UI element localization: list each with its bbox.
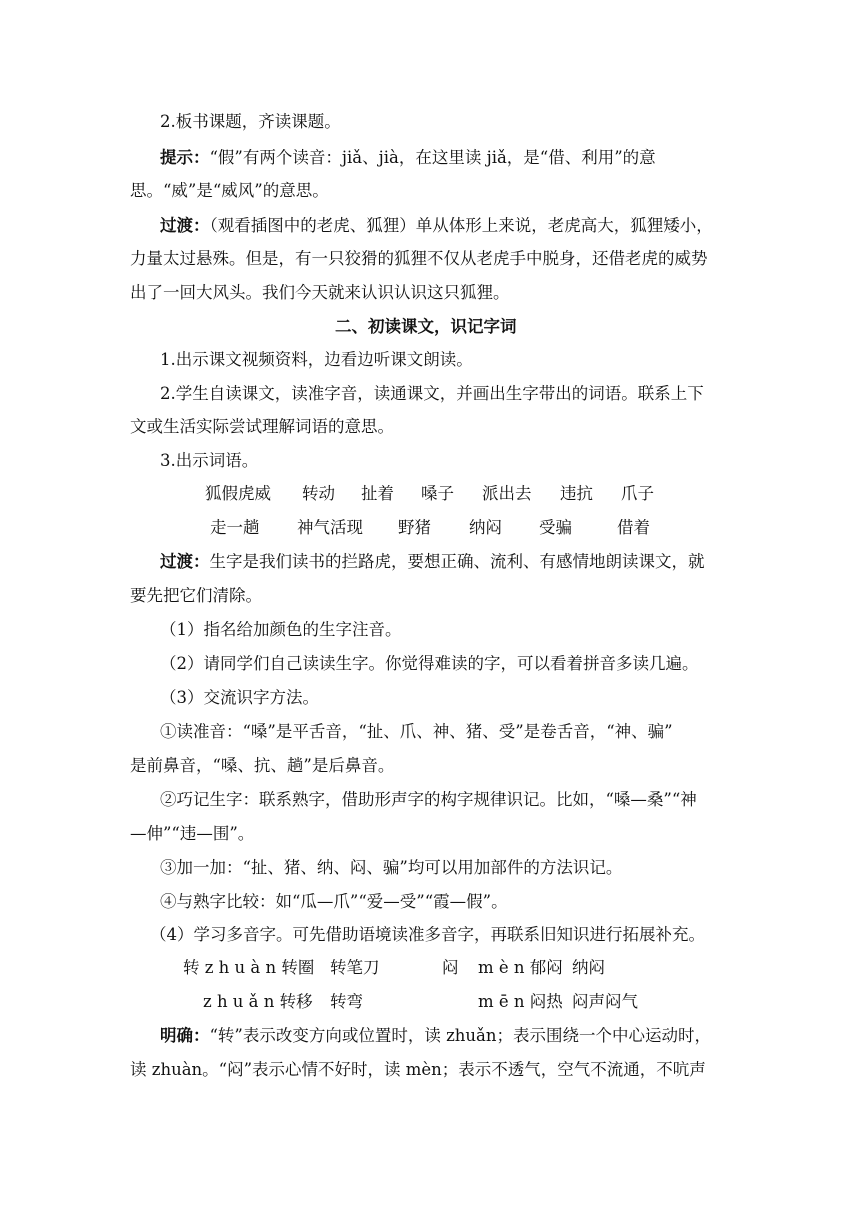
paragraph-line: （4）学习多音字。可先借助语境读准多音字，再联系旧知识进行拓展补充。 [150,925,705,944]
paragraph-line: 出了一回大风头。我们今天就来认识认识这只狐狸。 [130,283,510,302]
hint-text: “假”有两个读音：jiǎ、jià，在这里读 jiǎ，是“借、利用”的意 [209,148,656,167]
hint-paragraph [160,148,656,168]
vocab-word: 受骗 [539,518,572,537]
polyphone-entry: 转 z h u à n 转圈 [183,958,315,977]
vocab-word: 狐假虎威 [205,484,271,503]
paragraph-line: ②巧记生字：联系熟字，借助形声字的构字规律识记。比如，“嗓—桑”“神 [160,790,697,809]
polyphone-entry: 纳闷 [572,958,605,977]
polyphone-entry: 转笔刀 [330,958,380,977]
paragraph-line: —伸”“违—围”。 [130,824,255,843]
vocab-word: 野猪 [398,518,431,537]
paragraph-line: （3）交流识字方法。 [160,688,319,707]
transition-label: 过渡： [160,552,210,571]
vocab-word: 嗓子 [421,484,454,503]
polyphone-entry: m è n 郁闷 [478,958,563,977]
vocab-word: 转动 [302,484,335,503]
vocab-word: 违抗 [560,484,593,503]
polyphone-entry: 闷 [442,958,459,977]
paragraph-line: 思。“威”是“威风”的意思。 [130,181,329,200]
vocab-word: 爪子 [621,484,654,503]
paragraph-line: （2）请同学们自己读读生字。你觉得难读的字，可以看着拼音多读几遍。 [160,654,699,673]
paragraph-line: 2.学生自读课文，读准字音，读通课文，并画出生字带出的词语。联系上下 [160,384,704,403]
paragraph-line: 1.出示课文视频资料，边看边听课文朗读。 [160,350,473,369]
hint-label: 提示： [160,148,210,167]
transition-paragraph [160,552,705,572]
paragraph-line: 力量太过悬殊。但是，有一只狡猾的狐狸不仅从老虎手中脱身，还借老虎的威势 [130,249,708,268]
paragraph-line: 是前鼻音，“嗓、抗、趟”是后鼻音。 [130,756,395,775]
paragraph-line: （1）指名给加颜色的生字注音。 [160,620,402,639]
vocab-word: 纳闷 [469,518,502,537]
vocab-word: 走一趟 [210,518,260,537]
paragraph-line: 要先把它们清除。 [130,586,262,605]
paragraph-line: 3.出示词语。 [160,451,259,470]
paragraph-line: 文或生活实际尝试理解词语的意思。 [130,417,394,436]
paragraph-line: ③加一加：“扯、猪、纳、闷、骗”均可以用加部件的方法识记。 [160,858,623,877]
transition-text: 生字是我们读书的拦路虎，要想正确、流利、有感情地朗读课文，就 [209,552,705,571]
transition-text: （观看插图中的老虎、狐狸）单从体形上来说，老虎高大，狐狸矮小， [209,216,713,235]
transition-paragraph [160,216,713,236]
transition-label: 过渡： [160,216,210,235]
polyphone-entry: z h u ǎ n 转移 [203,992,313,1011]
polyphone-entry: 转弯 [330,992,363,1011]
paragraph-line: 读 zhuàn。“闷”表示心情不好时，读 mèn；表示不透气，空气不流通，不吭声 [130,1060,706,1079]
paragraph-line: ①读准音：“嗓”是平舌音，“扯、爪、神、猪、受”是卷舌音，“神、骗” [160,722,673,741]
vocab-word: 借着 [617,518,650,537]
vocab-word: 派出去 [482,484,532,503]
vocab-word: 扯着 [361,484,394,503]
vocab-word: 神气活现 [297,518,363,537]
polyphone-entry: m ē n 闷热 [478,992,563,1011]
clarification-paragraph [160,1026,711,1046]
paragraph-line: 2.板书课题，齐读课题。 [160,112,341,131]
section-heading: 二、初读课文，识记字词 [335,317,517,336]
clarification-text: “转”表示改变方向或位置时，读 zhuǎn；表示围绕一个中心运动时， [209,1026,712,1045]
paragraph-line: ④与熟字比较：如“瓜—爪”“爱—受”“霞—假”。 [160,892,508,911]
polyphone-entry: 闷声闷气 [572,992,638,1011]
clarification-label: 明确： [160,1026,210,1045]
